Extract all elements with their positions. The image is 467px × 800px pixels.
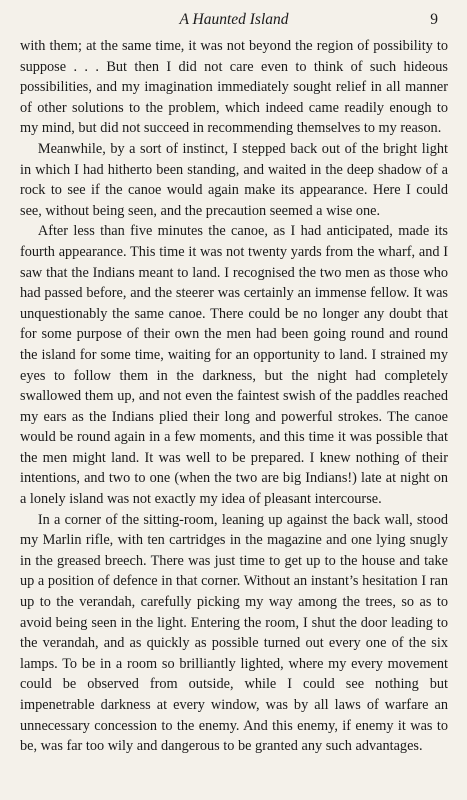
paragraph-3: After less than five minutes the canoe, as I had anticipated, made its fourth appearance. This time it was not twenty yards from the wharf, and I saw that the Indians meant to land. I recognised the two men as those who had passed before, and the steerer was certainly an immense fellow. It was unquestionably the same canoe. There could be no longer any doubt that for some purpose of their own the men had been going round and round the island for some time, waiting for an opportunity to land. I strained my eyes to follow them in the darkness, but the night had completely swallowed them up, and not even the faintest swish of the paddles reached my ears as the Indians plied their long and powerful strokes. The canoe would be round again in a few moments, and this time it was possible that the men might land. It was well to be prepared. I knew nothing of their intentions, and two to one (when the two are big Indians!) late at night on a lonely island was not exactly my idea of pleasant intercourse.	[20, 223, 448, 508]
paragraph-4: In a corner of the sitting-room, leaning up against the back wall, stood my Marlin rifle, with ten cartridges in the magazine and one lying snugly in the greased breech. There was just time to get up to the house and take up a position of defence in that corner. Without an instant’s hesitation I ran up to the verandah, carefully picking my way among the trees, so as to avoid being seen in the light. Entering the room, I shut the door leading to the verandah, and as quickly as possible turned out every one of the six lamps. To be in a room so brilliantly lighted, where my every movement could be observed from outside, while I could see nothing but impenetrable darkness at every window, was by all laws of warfare an unnecessary concession to the enemy. And this enemy, if enemy it was to be, was far too wily and dangerous to be granted any such advantages.	[20, 511, 448, 755]
chapter-title: A Haunted Island	[179, 11, 289, 28]
paragraph-1: with them; at the same time, it was not beyond the region of possibility to suppose . . . But then I did not care even to think of such hideous possibilities, and my imagination immediately sought relief in all manner of other solutions to the problem, which indeed came readily enough to my mind, but did not succeed in recommending themselves to my reason.	[20, 38, 448, 137]
running-head	[20, 9, 448, 31]
page-number: 9	[430, 11, 438, 28]
body-text	[20, 36, 448, 757]
paragraph-2: Meanwhile, by a sort of instinct, I stepped back out of the bright light in which I had hitherto been standing, and waited in the deep shadow of a rock to see if the canoe would again make its appearance. Here I could see, without being seen, and the precaution seemed a wise one.	[20, 140, 448, 219]
